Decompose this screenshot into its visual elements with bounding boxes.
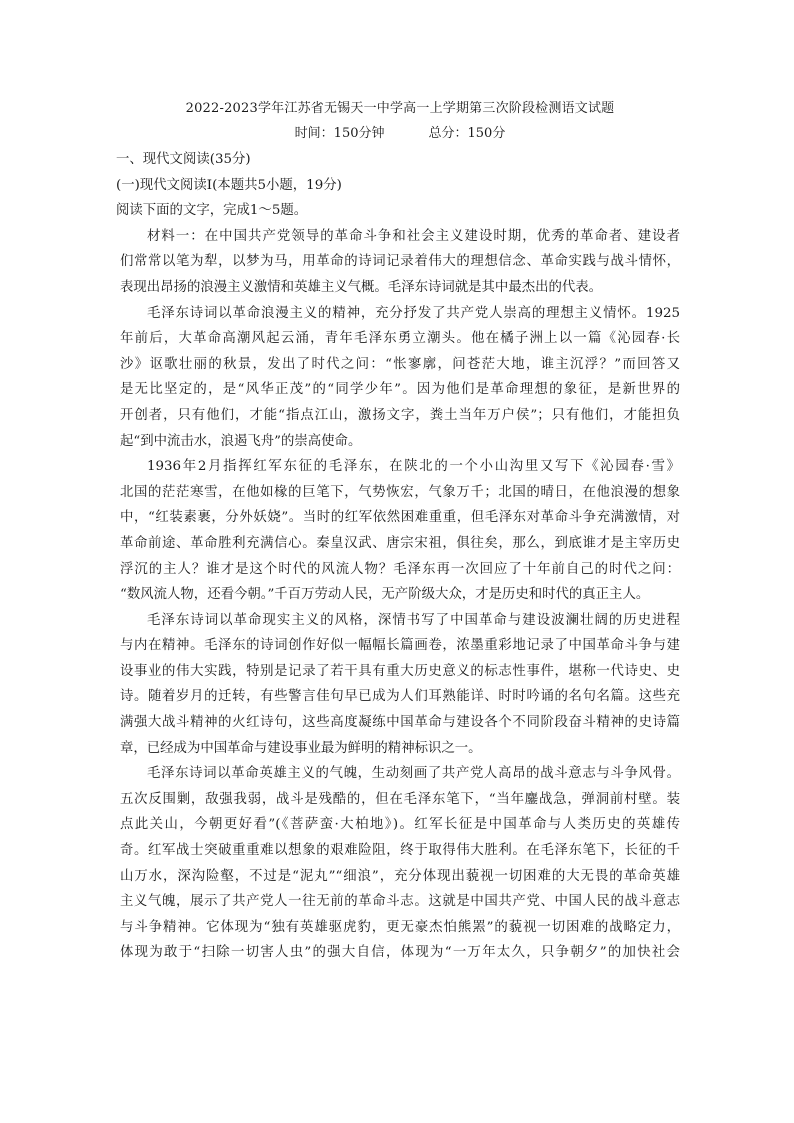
section-heading-part1-1: (一)现代文阅读Ⅰ(本题共5小题，19分) xyxy=(116,177,342,193)
passage-line: 年前后，大革命高潮风起云涌，青年毛泽东勇立潮头。他在橘子洲上以一篇《沁园春·长 xyxy=(120,331,680,347)
passage-line: 主义气魄，展示了共产党人一往无前的革命斗志。这就是中国共产党、中国人民的战斗意志 xyxy=(120,894,680,910)
passage-line: 沙》讴歌壮丽的秋景，发出了时代之问：“怅寥廓，问苍茫大地，谁主沉浮？”而回答又 xyxy=(120,356,680,372)
exam-title: 2022-2023学年江苏省无锡天一中学高一上学期第三次阶段检测语文试题 xyxy=(185,101,615,116)
passage-line: 奇。红军战士突破重重难以想象的艰难险阻，终于取得伟大胜利。在毛泽东笔下，长征的千 xyxy=(120,843,680,859)
passage-line: 与内在精神。毛泽东的诗词创作好似一幅幅长篇画卷，浓墨重彩地记录了中国革命斗争与建 xyxy=(120,638,680,654)
passage-line: 表现出昂扬的浪漫主义激情和英雄主义气概。毛泽东诗词就是其中最杰出的代表。 xyxy=(120,279,603,295)
section-heading-part1: 一、现代文阅读(35分) xyxy=(116,152,251,167)
passage-line: 与斗争精神。它体现为“独有英雄驱虎豹，更无豪杰怕熊罴”的藐视一切困难的战略定力， xyxy=(120,919,680,935)
passage-line: 材料一：在中国共产党领导的革命斗争和社会主义建设时期，优秀的革命者、建设者 xyxy=(147,228,680,244)
passage-line: 浮沉的主人？谁才是这个时代的风流人物？毛泽东再一次回应了十年前自己的时代之问： xyxy=(120,561,680,577)
passage-line: 中，“红装素裹，分外妖娆”。当时的红军依然困难重重，但毛泽东对革命斗争充满激情，对 xyxy=(120,510,680,526)
passage-line: 诗。随着岁月的迁转，有些警言佳句早已成为人们耳熟能详、时时吟诵的名句名篇。这些充 xyxy=(120,689,680,705)
section-instruction: 阅读下面的文字，完成1～5题。 xyxy=(116,203,308,219)
passage-line: 山万水，深沟险壑，不过是“泥丸”“细浪”，充分体现出藐视一切困难的大无畏的革命英雄 xyxy=(120,868,680,884)
passage-line: 设事业的伟大实践，特别是记录了若干具有重大历史意义的标志性事件，堪称一代诗史、史 xyxy=(120,663,680,679)
exam-score: 总分：150分 xyxy=(428,126,506,141)
passage-line: 毛泽东诗词以革命浪漫主义的精神，充分抒发了共产党人崇高的理想主义情怀。1925 xyxy=(147,305,680,321)
exam-time: 时间：150分钟 xyxy=(294,126,385,141)
passage-line: 北国的茫茫寒雪，在他如椽的巨笔下，气势恢宏，气象万千；北国的晴日，在他浪漫的想象 xyxy=(120,484,680,500)
passage-line: 开创者，只有他们，才能“指点江山，激扬文字，粪土当年万户侯”；只有他们，才能担负 xyxy=(120,407,680,423)
exam-meta xyxy=(120,123,680,145)
passage-line: 革命前途、革命胜利充满信心。秦皇汉武、唐宗宋祖，俱往矣，那么，到底谁才是主宰历史 xyxy=(120,535,680,551)
passage-line: 体现为敢于“扫除一切害人虫”的强大自信，体现为“一万年太久，只争朝夕”的加快社会 xyxy=(120,945,680,961)
passage-line: 章，已经成为中国革命与建设事业最为鲜明的精神标识之一。 xyxy=(120,740,482,756)
passage-line: 起“到中流击水，浪遏飞舟”的崇高使命。 xyxy=(120,433,362,449)
passage-line: 点此关山，今朝更好看”(《菩萨蛮·大柏地》)。红军长征是中国革命与人类历史的英雄传 xyxy=(120,817,680,833)
passage-line: 们常常以笔为犁，以梦为马，用革命的诗词记录着伟大的理想信念、革命实践与战斗情怀， xyxy=(120,254,680,270)
document-page xyxy=(116,92,680,966)
passage-line: 毛泽东诗词以革命现实主义的风格，深情书写了中国革命与建设波澜壮阔的历史进程 xyxy=(147,612,680,628)
passage xyxy=(120,224,680,966)
passage-line: 毛泽东诗词以革命英雄主义的气魄，生动刻画了共产党人高昂的战斗意志与斗争风骨。 xyxy=(147,766,680,782)
sections-block xyxy=(116,147,680,224)
passage-line: 五次反围剿，敌强我弱，战斗是残酷的，但在毛泽东笔下，“当年鏖战急，弹洞前村壁。装 xyxy=(120,791,680,807)
passage-line: 1936年2月指挥红军东征的毛泽东，在陕北的一个小山沟里又写下《沁园春·雪》 xyxy=(147,459,680,475)
passage-line: 满强大战斗精神的火红诗句，这些高度凝练中国革命与建设各个不同阶段奋斗精神的史诗篇 xyxy=(120,715,680,731)
passage-line: 是无比坚定的，是“风华正茂”的“同学少年”。因为他们是革命理想的象征，是新世界的 xyxy=(120,382,680,398)
passage-line: “数风流人物，还看今朝。”千百万劳动人民，无产阶级大众，才是历史和时代的真正主人。 xyxy=(120,587,650,603)
